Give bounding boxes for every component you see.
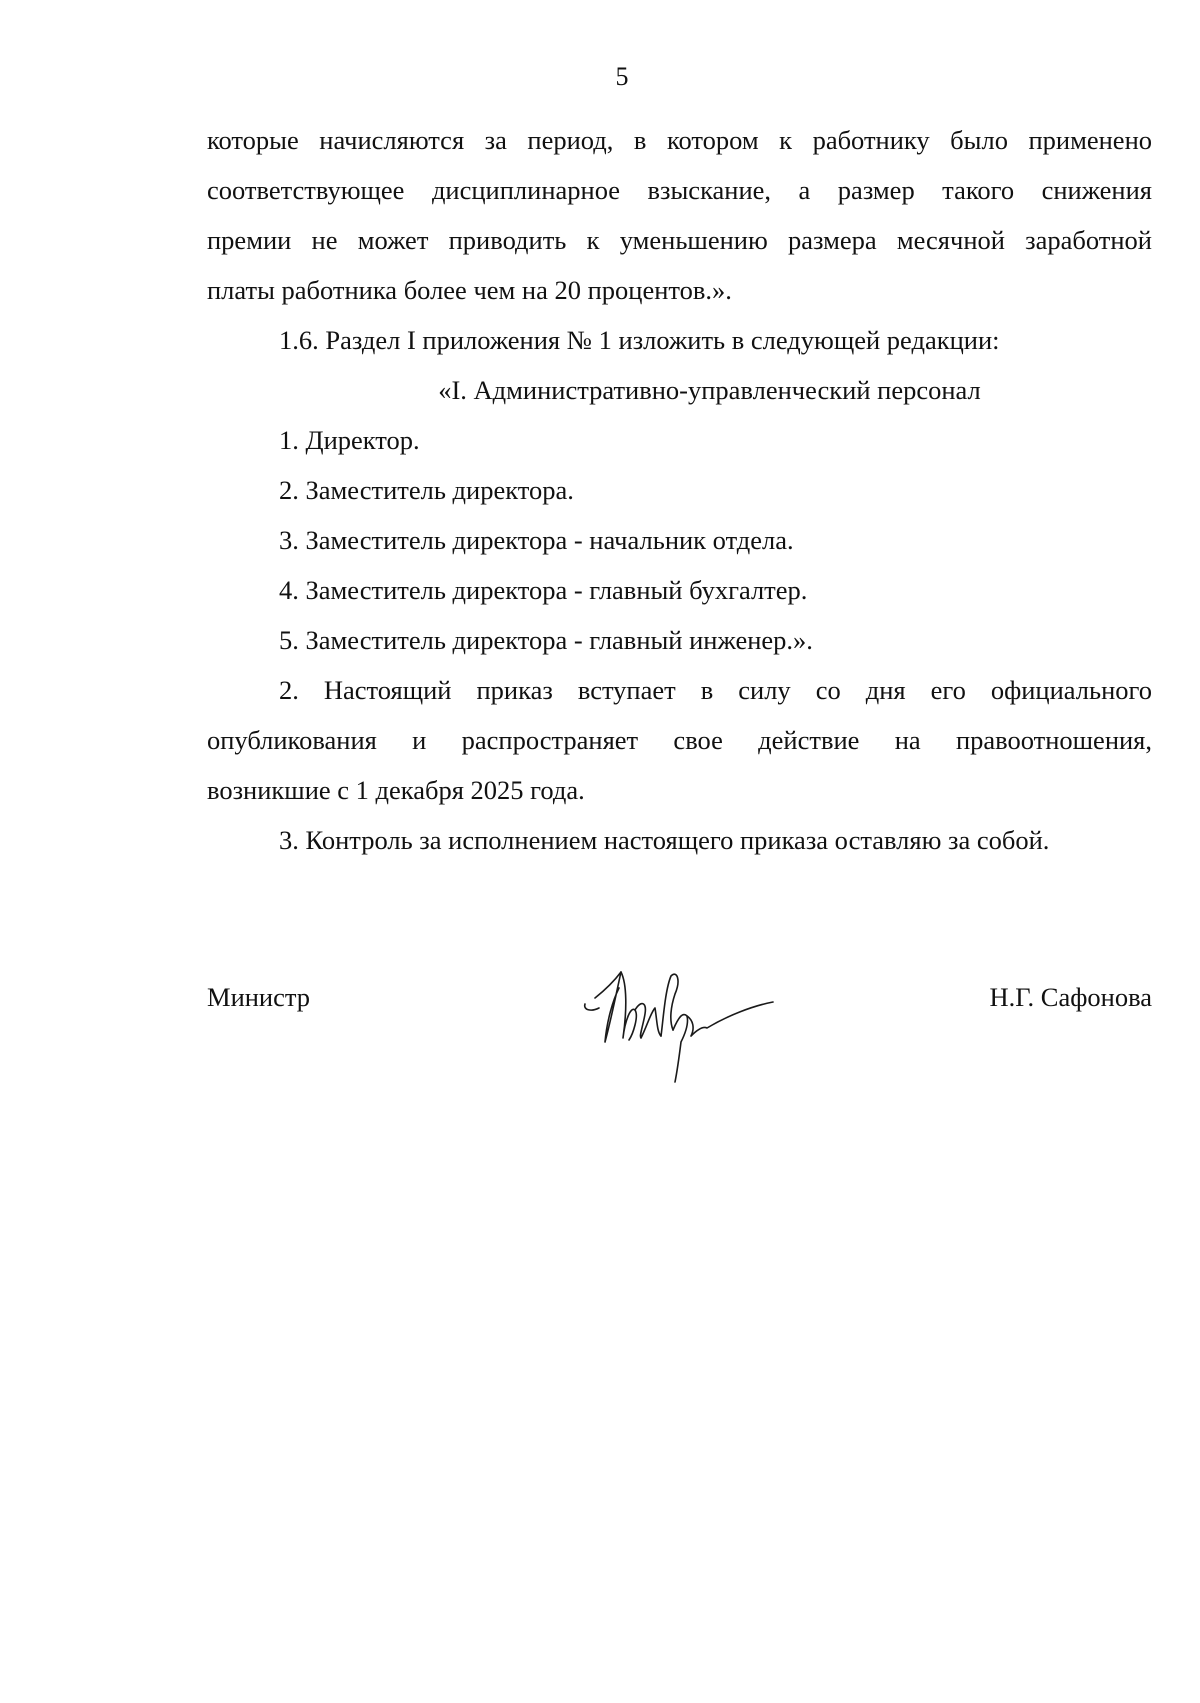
list-item: 4. Заместитель директора - главный бухгалтер. <box>279 575 808 605</box>
clause-1-6: 1.6. Раздел I приложения № 1 изложить в следующей редакции: <box>279 325 1000 355</box>
signatory-name: Н.Г. Сафонова <box>989 982 1152 1012</box>
list-item: 2. Заместитель директора. <box>279 475 574 505</box>
page-number: 5 <box>615 62 629 91</box>
section-heading: «I. Административно-управленческий персонал <box>438 375 981 405</box>
paragraph-line: соответствующее дисциплинарное взыскание, а размер такого снижения <box>207 175 1152 205</box>
signatory-position: Министр <box>207 982 311 1012</box>
list-item: 1. Директор. <box>279 425 420 455</box>
signature-block <box>207 960 1152 1080</box>
list-item: 3. Заместитель директора - начальник отдела. <box>279 525 794 555</box>
paragraph-line: которые начисляются за период, в котором к работнику было применено <box>207 125 1152 155</box>
document-body <box>207 115 1152 865</box>
clause-3: 3. Контроль за исполнением настоящего приказа оставляю за собой. <box>279 825 1050 855</box>
handwritten-signature <box>577 950 777 1090</box>
paragraph-line: 2. Настоящий приказ вступает в силу со дня его официального <box>279 675 1152 705</box>
list-item: 5. Заместитель директора - главный инженер.». <box>279 625 813 655</box>
paragraph-line: премии не может приводить к уменьшению размера месячной заработной <box>207 225 1152 255</box>
paragraph-line: опубликования и распространяет свое действие на правоотношения, <box>207 725 1152 755</box>
paragraph-line: возникшие с 1 декабря 2025 года. <box>207 775 585 805</box>
paragraph-line: платы работника более чем на 20 процентов.». <box>207 275 732 305</box>
